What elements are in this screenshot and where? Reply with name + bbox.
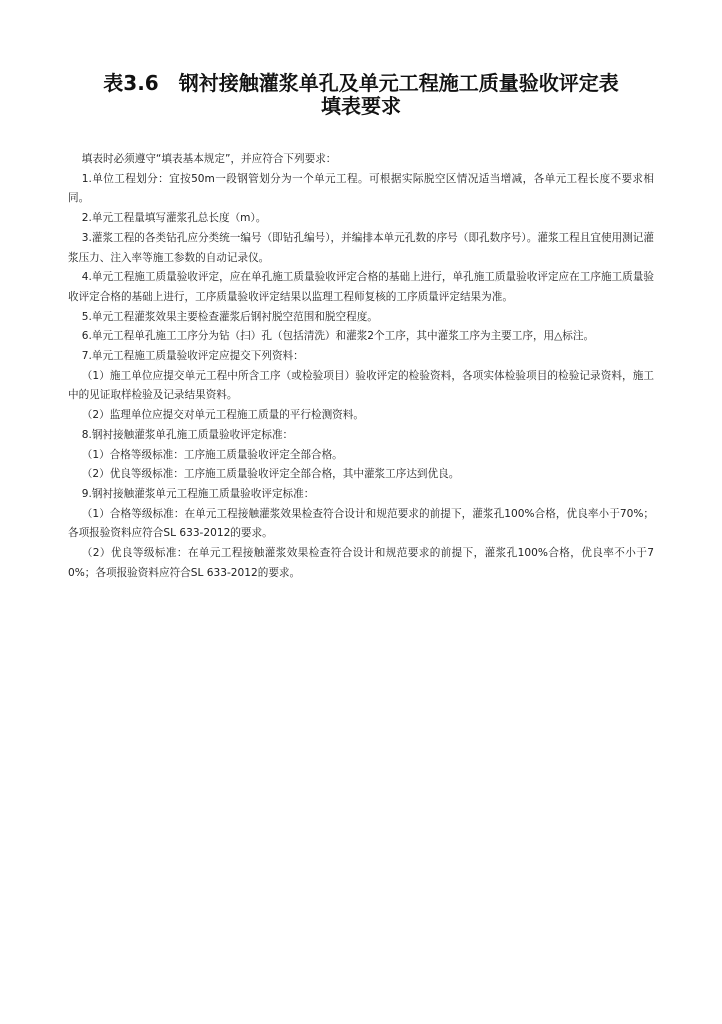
item-5-paragraph: 5.单元工程灌浆效果主要检查灌浆后钢衬脱空范围和脱空程度。 bbox=[81, 310, 378, 323]
item-2-paragraph: 2.单元工程量填写灌浆孔总长度（m）。 bbox=[81, 212, 267, 225]
item-7-sub-1-paragraph: （1）施工单位应提交单元工程中所含工序（或检验项目）验收评定的检验资料，各项实体检验项目的检验记录资料，施工中的见证取样检验及记录结果资料。 bbox=[68, 369, 654, 402]
item-1-paragraph: 1.单位工程划分：宜按50m一段钢管划分为一个单元工程。可根据实际脱空区情况适当增减，各单元工程长度不要求相同。 bbox=[68, 172, 654, 205]
title-line-1: 表3.6 钢衬接触灌浆单孔及单元工程施工质量验收评定表 bbox=[103, 71, 619, 95]
item-8-sub-1-paragraph: （1）合格等级标准：工序施工质量验收评定全部合格。 bbox=[81, 448, 343, 461]
item-9-paragraph: 9.钢衬接触灌浆单元工程施工质量验收评定标准： bbox=[81, 487, 315, 500]
item-9-sub-2-paragraph: （2）优良等级标准：在单元工程接触灌浆效果检查符合设计和规范要求的前提下，灌浆孔100%合格，优良率不小于70%；各项报验资料应符合SL 633-2012的要求。 bbox=[68, 547, 654, 579]
item-8-sub-2-paragraph: （2）优良等级标准：工序施工质量验收评定全部合格，其中灌浆工序达到优良。 bbox=[81, 468, 460, 481]
item-6-paragraph: 6.单元工程单孔施工工序分为钻（扫）孔（包括清洗）和灌浆2个工序，其中灌浆工序为主要工序，用△标注。 bbox=[81, 330, 595, 343]
item-7-sub-2-paragraph: （2）监理单位应提交对单元工程施工质量的平行检测资料。 bbox=[81, 409, 364, 422]
item-3-paragraph: 3.灌浆工程的各类钻孔应分类统一编号（即钻孔编号），并编排本单元孔数的序号（即孔数序号）。灌浆工程且宜使用测记灌浆压力、注入率等施工参数的自动记录仪。 bbox=[68, 231, 654, 264]
item-9-sub-1-paragraph: （1）合格等级标准：在单元工程接触灌浆效果检查符合设计和规范要求的前提下，灌浆孔100%合格，优良率小于70%；各项报验资料应符合SL 633-2012的要求。 bbox=[68, 507, 654, 540]
item-7-paragraph: 7.单元工程施工质量验收评定应提交下列资料： bbox=[81, 350, 304, 363]
item-4-paragraph: 4.单元工程施工质量验收评定，应在单孔施工质量验收评定合格的基础上进行，单孔施工质量验收评定应在工序施工质量验收评定合格的基础上进行，工序质量验收评定结果以监理工程师复核的工序质量评定结果为准。 bbox=[68, 271, 654, 303]
requirements-body bbox=[68, 150, 654, 583]
page-title bbox=[60, 72, 662, 118]
title-line-2: 填表要求 bbox=[321, 94, 401, 118]
intro-paragraph: 填表时必须遵守“填表基本规定”，并应符合下列要求： bbox=[81, 153, 337, 165]
item-8-paragraph: 8.钢衬接触灌浆单孔施工质量验收评定标准： bbox=[81, 428, 294, 441]
